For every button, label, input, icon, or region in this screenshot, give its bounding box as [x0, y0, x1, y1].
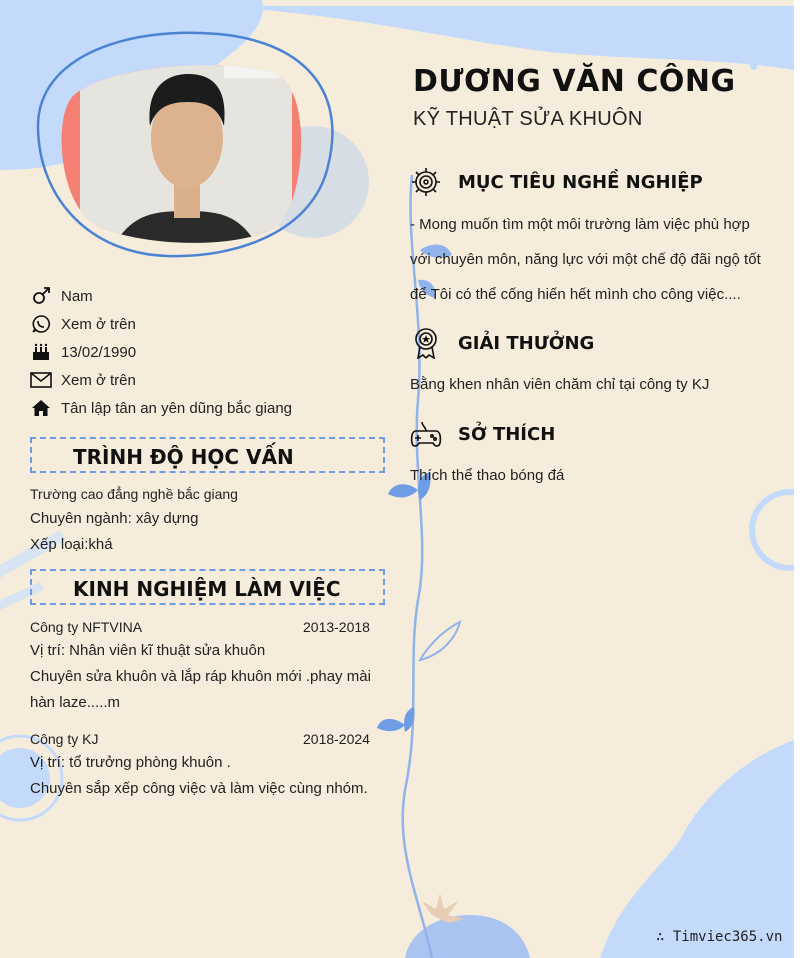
- brand-watermark: ∴ Timviec365.vn: [656, 929, 783, 945]
- gender-icon: [30, 285, 52, 307]
- gear-target-icon: [410, 166, 442, 198]
- award-medal-icon: [410, 327, 442, 359]
- awards-text: Bằng khen nhân viên chăm chỉ tại công ty KJ: [410, 376, 710, 393]
- objective-text: - Mong muốn tìm một môi trường làm việc phù hợp: [410, 216, 750, 233]
- home-icon: [30, 397, 52, 419]
- education-title: TRÌNH ĐỘ HỌC VẤN: [73, 445, 294, 469]
- awards-title: GIẢI THƯỞNG: [458, 332, 595, 354]
- job-position: Vị trí: tổ trưởng phòng khuôn .: [30, 754, 231, 771]
- education-major: Chuyên ngành: xây dựng: [30, 510, 199, 527]
- job-period: 2013-2018: [303, 619, 370, 635]
- awards-section-header: [410, 327, 594, 359]
- job-company: Công ty KJ: [30, 731, 99, 747]
- phone-row: [30, 312, 136, 336]
- email-row: [30, 368, 136, 392]
- envelope-icon: [30, 369, 52, 391]
- job-description: Chuyên sắp xếp công việc và làm việc cùng nhóm.: [30, 780, 368, 797]
- gamepad-icon: [410, 418, 442, 450]
- job-title: KỸ THUẬT SỬA KHUÔN: [413, 108, 643, 130]
- birthday-value: 13/02/1990: [61, 343, 137, 361]
- email-value: Xem ở trên: [61, 371, 136, 389]
- gender-row: [30, 284, 93, 308]
- objective-text: với chuyên môn, năng lực với một chế độ đãi ngộ tốt: [410, 251, 761, 268]
- avatar: [28, 16, 344, 261]
- job-description: hàn laze.....m: [30, 694, 121, 711]
- candidate-name: DƯƠNG VĂN CÔNG: [413, 64, 736, 99]
- objective-section-header: [410, 166, 703, 198]
- education-section-header: [30, 437, 385, 473]
- experience-title: KINH NGHIỆM LÀM VIỆC: [73, 577, 341, 601]
- objective-title: MỤC TIÊU NGHỀ NGHIỆP: [458, 171, 703, 193]
- birthday-row: [30, 340, 136, 364]
- objective-text: để Tôi có thể cống hiến hết mình cho công việc....: [410, 286, 741, 303]
- birthday-cake-icon: [30, 341, 52, 363]
- education-school: Trường cao đẳng nghề bắc giang: [30, 486, 238, 502]
- address-value: Tân lập tân an yên dũng bắc giang: [61, 399, 293, 417]
- gender-value: Nam: [61, 287, 93, 305]
- address-row: [30, 396, 292, 420]
- phone-value: Xem ở trên: [61, 315, 136, 333]
- experience-section-header: [30, 569, 385, 605]
- hobbies-section-header: [410, 418, 555, 450]
- whatsapp-icon: [30, 313, 52, 335]
- education-rank: Xếp loại:khá: [30, 536, 113, 553]
- hobbies-title: SỞ THÍCH: [458, 423, 556, 445]
- job-description: Chuyên sửa khuôn và lắp ráp khuôn mới .phay mài: [30, 668, 371, 685]
- hobbies-text: Thích thể thao bóng đá: [410, 467, 565, 484]
- job-company: Công ty NFTVINA: [30, 619, 143, 635]
- job-position: Vị trí: Nhân viên kĩ thuật sửa khuôn: [30, 642, 266, 659]
- job-period: 2018-2024: [303, 731, 370, 747]
